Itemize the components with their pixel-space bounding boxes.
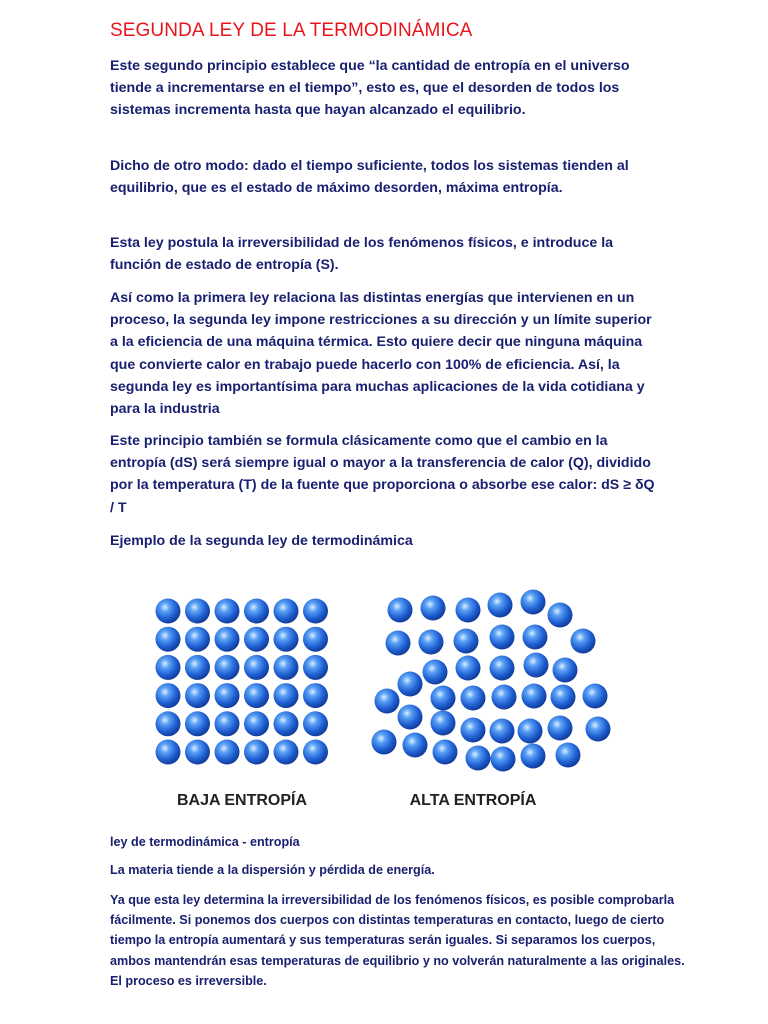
paragraph-formula: Este principio también se formula clásicamente como que el cambio en la entropía (dS) será siempre igual o mayor a la transferencia de calor (Q), dividido por la temperatura (T) de la fuente que proporciona o absorbe ese calor: dS ≥ δQ / T [110,433,655,516]
ball-ordered [303,655,328,680]
paragraph-irreversible-process: Ya que esta ley determina la irreversibilidad de los fenómenos físicos, es posible comprobarla fácilmente. Si ponemos dos cuerpos con distintas temperaturas en contacto, luego de cierto tiempo la entropía aumentará y sus temperaturas serán iguales. Si separamos los cuerpos, ambos mantendrán esas temperaturas de equilibrio y no volverán naturalmente a las originales. El proceso es irreversible. [110,893,685,988]
ball-ordered [185,599,210,624]
ball-ordered [156,627,181,652]
ball-ordered [274,740,299,765]
ball-scattered [548,603,573,628]
ball-scattered [523,625,548,650]
ball-ordered [156,740,181,765]
entropy-diagram-svg [140,580,618,812]
ball-scattered [431,686,456,711]
low-entropy-balls [156,599,329,765]
high-entropy-balls [372,590,611,772]
ball-scattered [419,630,444,655]
ball-scattered [551,685,576,710]
ball-scattered [398,672,423,697]
ball-scattered [518,719,543,744]
ball-ordered [274,711,299,736]
ball-ordered [303,683,328,708]
ball-ordered [215,740,240,765]
ball-ordered [156,683,181,708]
ball-ordered [215,683,240,708]
ball-ordered [303,711,328,736]
ball-ordered [274,599,299,624]
ball-scattered [456,656,481,681]
ball-scattered [466,746,491,771]
ball-scattered [461,686,486,711]
ball-ordered [244,683,269,708]
ball-scattered [375,689,400,714]
ball-ordered [215,599,240,624]
ball-scattered [490,625,515,650]
ball-ordered [215,711,240,736]
ball-scattered [461,718,486,743]
ball-ordered [156,655,181,680]
ball-scattered [491,747,516,772]
entropy-illustration [140,580,618,812]
paragraph-first-vs-second-law: Así como la primera ley relaciona las distintas energías que intervienen en un proceso, la segunda ley impone restricciones a su dirección y un límite superior a la eficiencia de una máquina térmica. Esto quiere decir que ninguna máquina que convierte calor en trabajo puede hacerlo con 100% de eficiencia. Así, la segunda ley es importantísima para muchas aplicaciones de la vida cotidiana y para la industria [110,290,652,418]
ball-scattered [433,740,458,765]
ball-ordered [215,655,240,680]
paragraph-dispersion: La materia tiende a la dispersión y pérdida de energía. [110,863,435,877]
ball-scattered [488,593,513,618]
ball-ordered [244,711,269,736]
ball-ordered [244,627,269,652]
ball-scattered [571,629,596,654]
ball-scattered [386,631,411,656]
ball-ordered [303,599,328,624]
paragraph-irreversibility: Esta ley postula la irreversibilidad de los fenómenos físicos, e introduce la función de estado de entropía (S). [110,235,614,274]
label-high-entropy: ALTA ENTROPÍA [409,792,537,809]
ball-ordered [185,655,210,680]
ball-scattered [490,719,515,744]
ball-ordered [244,655,269,680]
ball-ordered [185,683,210,708]
ball-scattered [583,684,608,709]
ball-ordered [215,627,240,652]
ball-scattered [548,716,573,741]
paragraph-example-heading: Ejemplo de la segunda ley de termodinámica [110,533,413,549]
ball-scattered [431,711,456,736]
ball-ordered [185,740,210,765]
ball-scattered [522,684,547,709]
ball-scattered [492,685,517,710]
ball-scattered [454,629,479,654]
ball-scattered [586,717,611,742]
ball-scattered [423,660,448,685]
ball-scattered [521,590,546,615]
label-low-entropy: BAJA ENTROPÍA [176,792,308,809]
ball-scattered [556,743,581,768]
figure-caption: ley de termodinámica - entropía [110,835,300,849]
ball-ordered [274,627,299,652]
ball-ordered [244,599,269,624]
ball-scattered [553,658,578,683]
paragraph-entropy-definition: Este segundo principio establece que “la cantidad de entropía en el universo tiende a incrementarse en el tiempo”, esto es, que el desorden de todos los sistemas incrementa hasta que hayan alcanzado el equilibrio. [110,58,630,119]
ball-ordered [274,655,299,680]
ball-scattered [372,730,397,755]
ball-ordered [156,711,181,736]
ball-scattered [398,705,423,730]
ball-scattered [421,596,446,621]
ball-scattered [490,656,515,681]
ball-scattered [521,744,546,769]
ball-scattered [403,733,428,758]
ball-ordered [156,599,181,624]
ball-ordered [244,740,269,765]
document-title: SEGUNDA LEY DE LA TERMODINÁMICA [110,20,473,41]
ball-ordered [185,627,210,652]
ball-scattered [524,653,549,678]
ball-ordered [303,627,328,652]
paragraph-equilibrium: Dicho de otro modo: dado el tiempo suficiente, todos los sistemas tienden al equilibrio, que es el estado de máximo desorden, máxima entropía. [110,158,629,197]
ball-scattered [388,598,413,623]
ball-ordered [185,711,210,736]
ball-ordered [274,683,299,708]
ball-scattered [456,598,481,623]
ball-ordered [303,740,328,765]
